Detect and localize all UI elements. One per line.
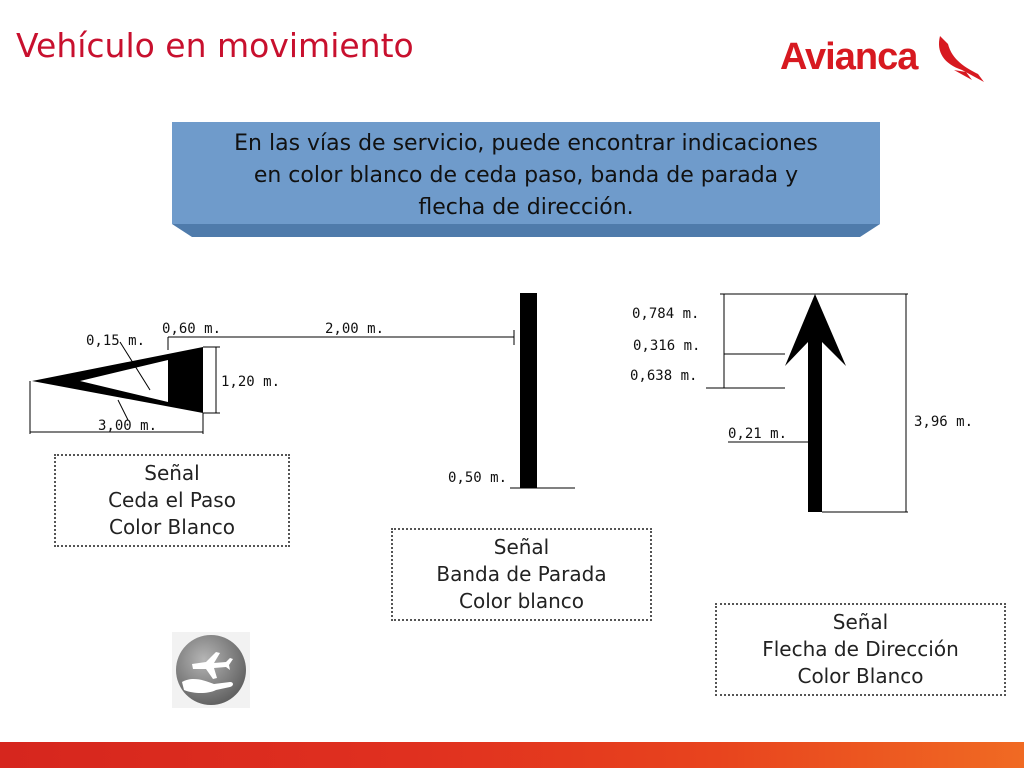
label-line: Color Blanco xyxy=(797,664,924,688)
stop-band-drawing xyxy=(510,293,575,488)
dim-yield-height: 1,20 m. xyxy=(221,374,281,390)
dim-yield-length: 3,00 m. xyxy=(98,418,158,434)
dim-arrow-head: 0,784 m. xyxy=(632,306,700,322)
footer-bar xyxy=(0,742,1024,768)
direction-arrow-label xyxy=(715,603,1006,696)
dim-yield-tip: 0,15 m. xyxy=(86,333,146,349)
label-line: Ceda el Paso xyxy=(108,488,236,512)
slide-title: Vehículo en movimiento xyxy=(16,26,414,65)
logo-text: Avianca xyxy=(780,36,918,78)
dim-arrow-total: 3,96 m. xyxy=(914,414,974,430)
direction-arrow-drawing xyxy=(706,294,908,512)
callout-line: en color blanco de ceda paso, banda de parada y xyxy=(253,163,799,188)
callout-line: En las vías de servicio, puede encontrar indicaciones xyxy=(234,131,818,156)
dim-arrow-mid: 0,316 m. xyxy=(633,338,701,354)
callout-line: flecha de dirección. xyxy=(418,195,634,220)
dim-gap: 2,00 m. xyxy=(325,321,385,337)
airplane-hand-icon[interactable] xyxy=(172,632,250,708)
dim-stop-width: 0,50 m. xyxy=(448,470,508,486)
dim-arrow-neck: 0,638 m. xyxy=(630,368,698,384)
label-line: Señal xyxy=(144,461,200,485)
label-line: Color Blanco xyxy=(108,515,235,539)
stop-band-label xyxy=(391,528,652,621)
dim-arrow-shaft: 0,21 m. xyxy=(728,426,788,442)
label-line: Color blanco xyxy=(459,589,584,613)
dim-yield-band: 0,60 m. xyxy=(162,321,222,337)
label-line: Señal xyxy=(493,535,550,559)
label-line: Flecha de Dirección xyxy=(762,637,959,661)
yield-sign-label xyxy=(54,454,290,547)
label-line: Banda de Parada xyxy=(436,562,607,586)
label-line: Señal xyxy=(832,610,889,634)
